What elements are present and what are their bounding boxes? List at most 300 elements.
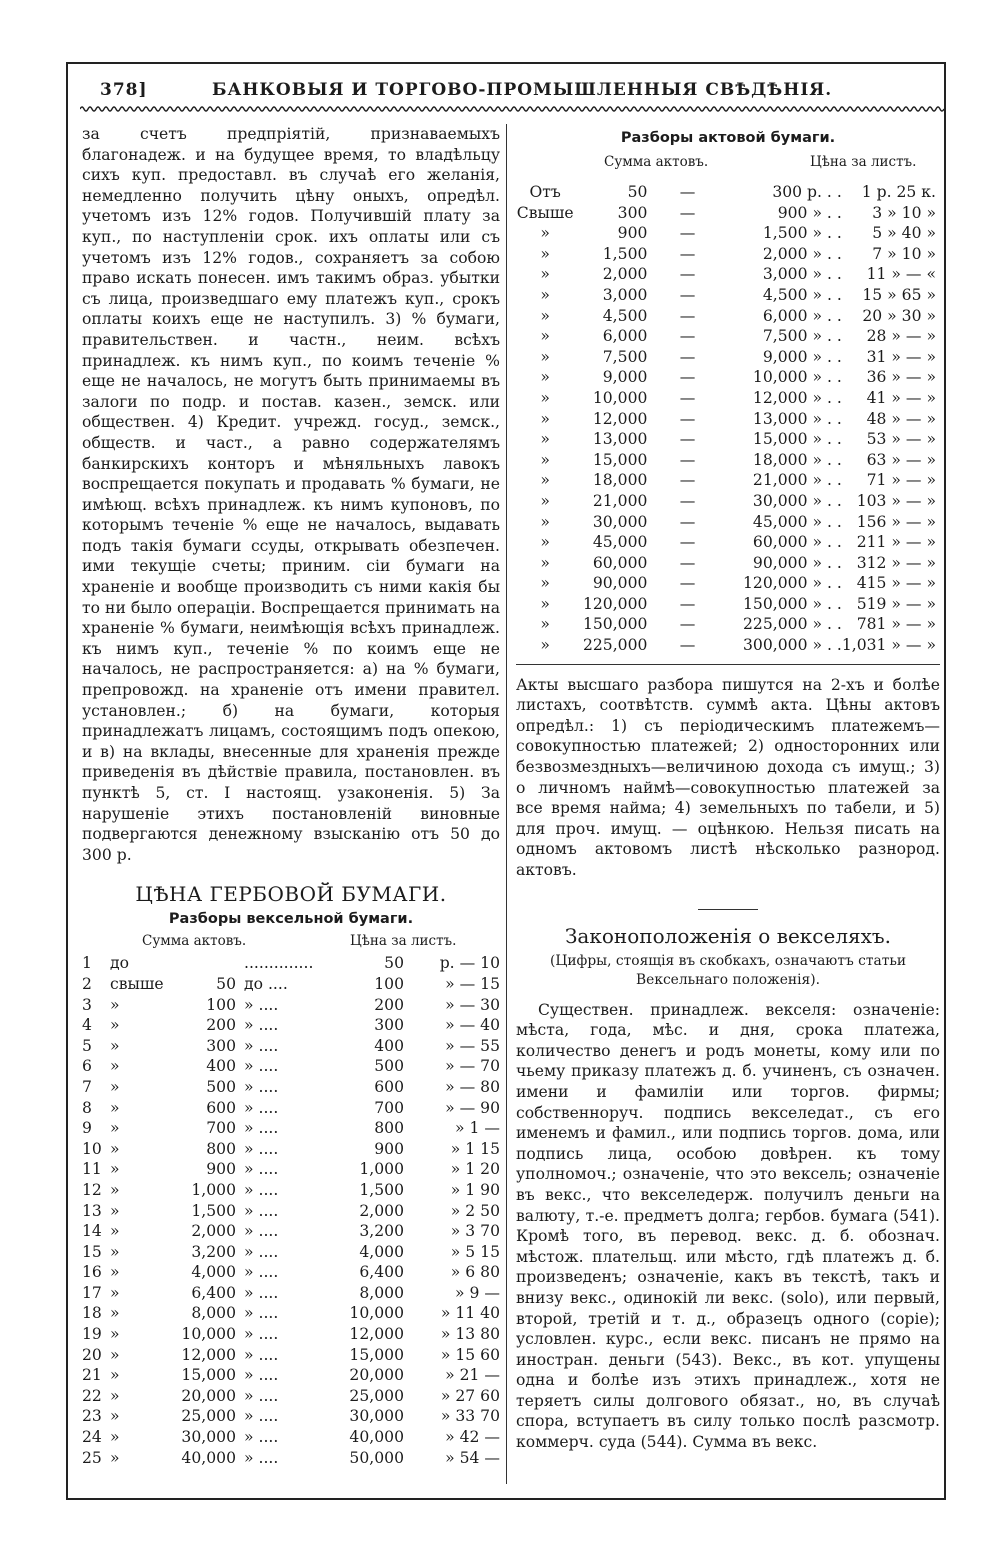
- stamp-cell: » 13 80: [440, 1325, 500, 1344]
- stamp-row: [82, 1242, 500, 1263]
- stamp-cell: 11: [82, 1160, 102, 1179]
- stamp-cell: » ....: [244, 1325, 279, 1344]
- stamp-cell: » ....: [244, 1386, 279, 1405]
- acts-cell: 12,000: [592, 409, 648, 428]
- acts-cell: 5 » 40 »: [872, 224, 936, 243]
- stamp-cell: 20: [82, 1345, 102, 1364]
- stamp-cell: » 1 90: [450, 1180, 500, 1199]
- acts-row: [516, 470, 936, 491]
- acts-cell: 36 » — »: [866, 368, 936, 387]
- stamp-cell: 2,000: [359, 1201, 404, 1220]
- stamp-cell: » ....: [244, 1448, 279, 1467]
- acts-cell: 60,000: [592, 553, 648, 572]
- acts-table-heads: [516, 150, 940, 172]
- stamp-row: [82, 1015, 500, 1036]
- stamp-cell: 9: [82, 1119, 92, 1138]
- range-dash: —: [679, 265, 696, 284]
- range-dash: —: [679, 430, 696, 449]
- acts-cell: 120,000: [582, 594, 648, 613]
- stamp-cell: » ....: [244, 1242, 279, 1261]
- range-dash: —: [679, 183, 696, 201]
- acts-cell: 1,500 » . .: [762, 224, 842, 243]
- range-dash: —: [679, 450, 696, 469]
- stamp-cell: 600: [206, 1098, 236, 1117]
- running-header: [100, 80, 940, 104]
- range-dash: —: [679, 594, 696, 613]
- stamp-cell: 800: [374, 1119, 404, 1138]
- acts-cell: »: [540, 409, 550, 428]
- stamp-cell: 40,000: [181, 1448, 236, 1467]
- range-dash: —: [679, 285, 696, 304]
- stamp-row: [82, 1221, 500, 1242]
- acts-row: [516, 450, 936, 471]
- stamp-cell: »: [110, 1098, 120, 1117]
- stamp-cell: 12: [82, 1180, 102, 1199]
- stamp-cell: 800: [206, 1139, 236, 1158]
- stamp-cell: » ....: [244, 1036, 279, 1055]
- acts-cell: »: [540, 327, 550, 346]
- stamp-cell: 2,000: [191, 1222, 236, 1241]
- acts-row: [516, 203, 936, 224]
- stamp-cell: 40,000: [349, 1428, 404, 1447]
- stamp-row: [82, 1406, 500, 1427]
- stamp-cell: » 33 70: [440, 1407, 500, 1426]
- acts-cell: »: [540, 368, 550, 387]
- acts-row: [516, 409, 936, 430]
- stamp-cell: » ....: [244, 1263, 279, 1282]
- range-dash: —: [679, 409, 696, 428]
- bills-title: Законоположенія о векселяхъ.: [564, 923, 892, 948]
- range-dash: —: [679, 347, 696, 366]
- acts-cell: 45,000: [592, 533, 648, 552]
- stamp-cell: 400: [374, 1036, 404, 1055]
- stamp-cell: » 3 70: [450, 1222, 500, 1241]
- acts-cell: 21,000: [592, 491, 648, 510]
- stamp-cell: » 6 80: [450, 1263, 500, 1282]
- stamp-cell: » 42 —: [445, 1428, 500, 1447]
- stamp-cell: 50: [216, 974, 236, 993]
- stamp-cell: 50: [384, 954, 404, 973]
- stamp-cell: 1,000: [359, 1160, 404, 1179]
- stamp-cell: 20,000: [349, 1366, 404, 1385]
- stamp-head-price: Цѣна за листъ.: [350, 933, 457, 950]
- acts-cell: 30,000: [592, 512, 648, 531]
- stamp-cell: 30,000: [349, 1407, 404, 1426]
- acts-cell: 53 » — »: [866, 430, 936, 449]
- stamp-row: [82, 1056, 500, 1077]
- stamp-row: [82, 1036, 500, 1057]
- acts-row: [516, 491, 936, 512]
- running-title: БАНКОВЫЯ И ТОРГОВО-ПРОМЫШЛЕННЫЯ СВѢДѢНІЯ.: [212, 80, 833, 100]
- acts-cell: »: [540, 224, 550, 243]
- stamp-title: ЦѢНА ГЕРБОВОЙ БУМАГИ.: [135, 882, 447, 907]
- stamp-cell: » ....: [244, 995, 279, 1014]
- stamp-cell: » — 80: [445, 1077, 500, 1096]
- stamp-cell: » ....: [244, 1077, 279, 1096]
- stamp-cell: 8,000: [359, 1283, 404, 1302]
- acts-cell: 900 » . .: [777, 203, 842, 222]
- stamp-cell: 1,500: [359, 1180, 404, 1199]
- stamp-cell: 300: [206, 1036, 236, 1055]
- stamp-row: [82, 1201, 500, 1222]
- stamp-cell: 19: [82, 1325, 102, 1344]
- stamp-cell: 12,000: [349, 1325, 404, 1344]
- acts-table-rule: [516, 664, 940, 665]
- acts-cell: 519 » — »: [856, 594, 936, 613]
- range-dash: —: [679, 327, 696, 346]
- acts-cell: 211 » — »: [856, 533, 936, 552]
- acts-cell: 18,000 » . .: [752, 450, 842, 469]
- stamp-cell: » 11 40: [440, 1304, 500, 1323]
- stamp-cell: 12,000: [181, 1345, 236, 1364]
- acts-cell: 12,000 » . .: [752, 388, 842, 407]
- stamp-cell: » ....: [244, 1428, 279, 1447]
- stamp-row: [82, 1386, 500, 1407]
- stamp-table-heads: [82, 931, 500, 951]
- acts-note: Акты высшаго разбора пишутся на 2-хъ и болѣе листахъ, соотвѣтств. суммѣ акта. Цѣны актовъ опредѣл.: 1) съ періодическимъ платежемъ—совокупностью платежей; 2) односторонних или безвозмездныхъ—величиною дохода съ имущ.; 3) о личномъ наймѣ—совокупностью платежей за все время найма; 4) земельныхъ по табели, и 5) для проч. имущ. — оцѣнкою. Нельзя писать на одномъ актовомъ листѣ нѣсколько разнород. актовъ.: [516, 675, 940, 879]
- stamp-cell: 24: [82, 1428, 102, 1447]
- acts-cell: 13,000: [592, 430, 648, 449]
- stamp-cell: 200: [374, 995, 404, 1014]
- acts-cell: 31 » — »: [866, 347, 936, 366]
- stamp-cell: 100: [206, 995, 236, 1014]
- stamp-cell: » ....: [244, 1304, 279, 1323]
- stamp-cell: 6,400: [359, 1263, 404, 1282]
- stamp-cell: 500: [206, 1077, 236, 1096]
- acts-cell: 41 » — »: [866, 388, 936, 407]
- acts-cell: 4,500: [602, 306, 648, 325]
- stamp-cell: »: [110, 1057, 120, 1076]
- stamp-row: [82, 1159, 500, 1180]
- stamp-cell: 15: [82, 1242, 102, 1261]
- acts-cell: »: [540, 285, 550, 304]
- acts-cell: 120,000 » . .: [743, 574, 842, 593]
- acts-cell: »: [540, 306, 550, 325]
- acts-cell: 10,000: [592, 388, 648, 407]
- stamp-cell: »: [110, 1242, 120, 1261]
- acts-row: [516, 285, 936, 306]
- acts-row: [516, 594, 936, 615]
- acts-cell: 15,000: [592, 450, 648, 469]
- stamp-row: [82, 1262, 500, 1283]
- acts-head-sum: Сумма актовъ.: [604, 154, 709, 170]
- stamp-cell: свыше: [110, 974, 164, 993]
- stamp-cell: 10: [82, 1139, 102, 1158]
- stamp-row: [82, 995, 500, 1016]
- acts-cell: 13,000 » . .: [752, 409, 842, 428]
- stamp-cell: 4,000: [191, 1263, 236, 1282]
- acts-cell: 6,000: [602, 327, 648, 346]
- stamp-cell: 400: [206, 1057, 236, 1076]
- stamp-cell: 25: [82, 1448, 102, 1467]
- stamp-cell: »: [110, 1428, 120, 1447]
- acts-cell: 90,000: [592, 574, 648, 593]
- acts-cell: 20 » 30 »: [862, 306, 936, 325]
- acts-cell: 30,000 » . .: [752, 491, 842, 510]
- stamp-cell: »: [110, 1448, 120, 1467]
- acts-cell: 3,000: [602, 285, 648, 304]
- acts-cell: 90,000 » . .: [752, 553, 842, 572]
- stamp-cell: 25,000: [349, 1386, 404, 1405]
- acts-row: [516, 306, 936, 327]
- range-dash: —: [679, 491, 696, 510]
- stamp-row: [82, 1345, 500, 1366]
- stamp-cell: » — 55: [445, 1036, 500, 1055]
- stamp-cell: 16: [82, 1263, 102, 1282]
- stamp-cell: » ....: [244, 1057, 279, 1076]
- stamp-row: [82, 1098, 500, 1119]
- stamp-row: [82, 1365, 500, 1386]
- stamp-cell: 700: [374, 1098, 404, 1117]
- acts-cell: »: [540, 594, 550, 613]
- stamp-cell: »: [110, 1325, 120, 1344]
- stamp-cell: 13: [82, 1201, 102, 1220]
- acts-cell: 2,000: [602, 265, 648, 284]
- stamp-cell: 10,000: [181, 1325, 236, 1344]
- stamp-cell: » 1 20: [450, 1160, 500, 1179]
- stamp-cell: [166, 953, 236, 974]
- range-dash: —: [679, 471, 696, 490]
- acts-cell: »: [540, 244, 550, 263]
- acts-cell: »: [540, 533, 550, 552]
- stamp-row: [82, 1180, 500, 1201]
- acts-cell: »: [540, 491, 550, 510]
- acts-cell: »: [540, 265, 550, 284]
- stamp-cell: »: [110, 1366, 120, 1385]
- stamp-cell: 7: [82, 1077, 92, 1096]
- stamp-cell: »: [110, 1077, 120, 1096]
- stamp-cell: » — 90: [445, 1098, 500, 1117]
- stamp-cell: » 2 50: [450, 1201, 500, 1220]
- stamp-cell: 4: [82, 1016, 92, 1035]
- acts-cell: »: [540, 450, 550, 469]
- acts-cell: 7 » 10 »: [872, 244, 936, 263]
- acts-cell: 415 » — »: [856, 574, 936, 593]
- stamp-cell: » ....: [244, 1016, 279, 1035]
- acts-cell: 9,000 » . .: [762, 347, 842, 366]
- acts-cell: 71 » — »: [866, 471, 936, 490]
- stamp-cell: 25,000: [181, 1407, 236, 1426]
- stamp-row: [82, 1303, 500, 1324]
- stamp-cell: 600: [374, 1077, 404, 1096]
- acts-cell: »: [540, 512, 550, 531]
- acts-row: [516, 367, 936, 388]
- acts-cell: 6,000 » . .: [762, 306, 842, 325]
- stamp-cell: » 15 60: [440, 1345, 500, 1364]
- acts-cell: »: [540, 615, 550, 634]
- stamp-cell: 20,000: [181, 1386, 236, 1405]
- stamp-cell: 700: [206, 1119, 236, 1138]
- acts-cell: 15,000 » . .: [752, 430, 842, 449]
- acts-cell: 2,000 » . .: [762, 244, 842, 263]
- acts-cell: 781 » — »: [856, 615, 936, 634]
- acts-row: [516, 532, 936, 553]
- stamp-cell: »: [110, 1036, 120, 1055]
- range-dash: —: [679, 368, 696, 387]
- stamp-cell: 22: [82, 1386, 102, 1405]
- acts-cell: 50: [627, 183, 648, 201]
- stamp-cell: 17: [82, 1283, 102, 1302]
- stamp-cell: »: [110, 1345, 120, 1364]
- acts-cell: 3,000 » . .: [762, 265, 842, 284]
- stamp-cell: 100: [374, 974, 404, 993]
- stamp-cell: » 27 60: [440, 1386, 500, 1405]
- acts-row: [516, 326, 936, 347]
- bills-text: Существен. принадлеж. векселя: означеніе: мѣста, года, мѣс. и дня, срока платежа, количество денегъ и родъ монеты, кому или по чьему приказу платежъ д. б. учиненъ, съ означен. имени и фамиліи или торгов. фирмы; собственноруч. подпись векселедат., съ его именемъ и фамил., или подпись торгов. дома, или подпись лица, особою довѣрен. къ тому уполномоч.; означеніе, что это вексель; означеніе въ векс., что векселедерж. получилъ деньги на валюту, т.-е. предметъ долга; гербов. бумага (541). Кромѣ того, въ перевод. векс. д. б. обознач. мѣстож. плательщ. или мѣсто, гдѣ платежъ д. б. произведенъ; означеніе, какъ въ текстѣ, такъ и внизу векс., одинокій ли векс. (solo), или первый, второй, третій и т. д., образецъ одного (copie); условлен. курс., если векс. писанъ не прямо на иностран. деньги (543). Векс., въ кот. упущены одна и болѣе изъ этихъ принадлеж., хотя не теряетъ силы долгового обязат., но, въ случаѣ спора, вступаетъ въ силу только послѣ разсмотр. коммерч. суда (544). Сумма въ векс.: [516, 1000, 940, 1452]
- acts-cell: »: [540, 471, 550, 490]
- range-dash: —: [679, 388, 696, 407]
- range-dash: —: [679, 203, 696, 222]
- stamp-cell: 200: [206, 1016, 236, 1035]
- stamp-cell: 14: [82, 1222, 102, 1241]
- acts-cell: 7,500: [602, 347, 648, 366]
- acts-row: [516, 635, 936, 656]
- stamp-cell: 23: [82, 1407, 102, 1426]
- stamp-cell: »: [110, 1180, 120, 1199]
- stamp-cell: 4,000: [359, 1242, 404, 1261]
- range-dash: —: [679, 574, 696, 593]
- stamp-cell: » ....: [244, 1098, 279, 1117]
- acts-cell: 1 р. 25 к.: [861, 183, 936, 201]
- stamp-row: [82, 953, 500, 974]
- stamp-cell: »: [110, 1139, 120, 1158]
- stamp-cell: » ....: [244, 1180, 279, 1199]
- column-divider: [506, 124, 507, 1484]
- left-paragraph: за счетъ предпріятій, признаваемыхъ благонадеж. и на будущее время, то владѣльцу сихъ куп. предоставл. въ случаѣ его желанія, немедленно получить цѣну оныхъ, опредѣл. учетомъ изъ 12% годов. Получившій плату за куп., по наступленіи срок. ихъ оплаты или съ учетомъ изъ 12% годов., сохраняетъ за собою право искать понесен. имъ такимъ образ. убытки съ лица, произведшаго ему платежъ куп., срокъ оплаты коихъ еще не наступилъ. 3) % бумаги, правительствен. и частн., неим. всѣхъ принадлеж. къ нимъ куп., по коимъ теченіе % еще не началось, не могутъ быть принимаемы въ залоги по подр. и постав. казен., земск. или обществен. 4) Кредит. учрежд. госуд., земск., обществ. и част., а равно содержателямъ банкирскихъ конторъ и мѣняльныхъ лавокъ воспрещается покупать и продавать % бумаги, не имѣющ. всѣхъ принадлеж. къ нимъ купоновъ, по которымъ теченіе % еще не началось, выдавать подъ такія бумаги ссуды, открывать обезпечен. ими текущіе счеты; приним. сіи бумаги на храненіе и вообще производить съ ними какія бы то ни было операціи. Воспрещается принимать на храненіе % бумаги, неимѣющія всѣхъ принадлеж. къ нимъ куп., теченіе % по коимъ еще не началось, не распространяется: а) на % бумаги, препровожд. на храненіе отъ имени правител. установлен.; б) на бумаги, которыя принадлежатъ лицамъ, состоящимъ подъ опекою, и в) на вклады, внесенные для храненія прежде приведенія въ дѣйствіе правила, постановлен. въ пунктѣ 5, ст. I настоящ. узаконенія. 5) За нарушеніе этихъ постановленій виновные подвергаются денежному взысканію отъ 50 до 300 р.: [82, 125, 500, 864]
- stamp-cell: 3: [82, 995, 92, 1014]
- stamp-row: [82, 1324, 500, 1345]
- acts-cell: 9,000: [602, 368, 648, 387]
- stamp-cell: 5: [82, 1036, 92, 1055]
- stamp-cell: »: [110, 1407, 120, 1426]
- acts-row: [516, 388, 936, 409]
- stamp-row: [82, 1427, 500, 1448]
- acts-cell: Отъ: [529, 183, 561, 201]
- acts-cell: »: [540, 347, 550, 366]
- stamp-cell: 2: [82, 974, 92, 993]
- acts-cell: »: [540, 388, 550, 407]
- stamp-row: [82, 1077, 500, 1098]
- stamp-cell: » 9 —: [455, 1283, 500, 1302]
- stamp-cell: »: [110, 1016, 120, 1035]
- stamp-cell: » ....: [244, 1283, 279, 1302]
- stamp-row: [82, 1139, 500, 1160]
- stamp-cell: до ....: [244, 974, 288, 993]
- acts-cell: 15 » 65 »: [862, 285, 936, 304]
- stamp-cell: 8: [82, 1098, 92, 1117]
- stamp-cell: 3,200: [359, 1222, 404, 1241]
- acts-cell: 4,500 » . .: [762, 285, 842, 304]
- stamp-cell: 1,500: [191, 1201, 236, 1220]
- acts-cell: 300 р. . .: [772, 183, 842, 201]
- stamp-cell: » — 15: [445, 974, 500, 993]
- stamp-cell: 18: [82, 1304, 102, 1323]
- stamp-price-table: [82, 953, 500, 1468]
- acts-cell: Свыше: [516, 203, 574, 222]
- range-dash: —: [679, 553, 696, 572]
- stamp-row: [82, 1283, 500, 1304]
- stamp-cell: 6,400: [191, 1283, 236, 1302]
- stamp-cell: »: [110, 1283, 120, 1302]
- stamp-cell: » ....: [244, 1366, 279, 1385]
- stamp-row: [82, 1448, 500, 1469]
- acts-cell: 18,000: [592, 471, 648, 490]
- stamp-cell: » 1 —: [455, 1119, 500, 1138]
- acts-head-price: Цѣна за листъ.: [810, 154, 917, 170]
- stamp-head-sum: Сумма актовъ.: [142, 933, 247, 950]
- wavy-rule: [80, 104, 944, 114]
- acts-cell: 156 » — »: [856, 512, 936, 531]
- acts-cell: 7,500 » . .: [762, 327, 842, 346]
- stamp-cell: » ....: [244, 1139, 279, 1158]
- stamp-cell: » — 40: [445, 1016, 500, 1035]
- acts-cell: 10,000 » . .: [752, 368, 842, 387]
- bills-subtitle: (Цифры, стоящія въ скобкахъ, означаютъ статьи Вексельнаго положенія).: [549, 952, 907, 988]
- stamp-subtitle: Разборы вексельной бумаги.: [168, 911, 414, 928]
- stamp-cell: 1: [82, 954, 92, 973]
- page-number: 378]: [100, 80, 148, 100]
- range-dash: —: [679, 306, 696, 325]
- acts-cell: »: [540, 636, 550, 655]
- stamp-row: [82, 974, 500, 995]
- acts-cell: »: [540, 553, 550, 572]
- acts-cell: 1,500: [602, 244, 648, 263]
- stamp-cell: р. — 10: [439, 954, 500, 973]
- left-column: [82, 124, 500, 1468]
- acts-cell: 1,031 » — »: [841, 636, 936, 655]
- stamp-cell: » ....: [244, 1160, 279, 1179]
- range-dash: —: [679, 512, 696, 531]
- acts-cell: 3 » 10 »: [872, 203, 936, 222]
- stamp-cell: 50,000: [349, 1448, 404, 1467]
- stamp-cell: » 5 15: [450, 1242, 500, 1261]
- stamp-cell: 900: [206, 1160, 236, 1179]
- acts-row: [516, 553, 936, 574]
- acts-subtitle: Разборы актовой бумаги.: [620, 130, 836, 146]
- stamp-cell: » — 30: [445, 995, 500, 1014]
- acts-cell: 225,000 » . .: [743, 615, 842, 634]
- acts-row: [516, 429, 936, 450]
- stamp-cell: 8,000: [191, 1304, 236, 1323]
- acts-row: [516, 614, 936, 635]
- acts-cell: 900: [617, 224, 648, 243]
- stamp-cell: »: [110, 1119, 120, 1138]
- acts-cell: 103 » — »: [856, 491, 936, 510]
- acts-price-table: [516, 182, 936, 656]
- stamp-cell: »: [110, 1304, 120, 1323]
- range-dash: —: [679, 533, 696, 552]
- stamp-cell: 15,000: [349, 1345, 404, 1364]
- acts-cell: 60,000 » . .: [752, 533, 842, 552]
- stamp-cell: 300: [374, 1016, 404, 1035]
- stamp-cell: »: [110, 1222, 120, 1241]
- stamp-cell: 3,200: [191, 1242, 236, 1261]
- acts-cell: 300,000 » . .: [743, 636, 842, 655]
- acts-cell: 150,000 » . .: [743, 594, 842, 613]
- stamp-cell: » ....: [244, 1201, 279, 1220]
- stamp-cell: » 1 15: [450, 1139, 500, 1158]
- range-dash: —: [679, 224, 696, 243]
- stamp-row: [82, 1118, 500, 1139]
- acts-cell: 300: [617, 203, 648, 222]
- stamp-cell: »: [110, 1263, 120, 1282]
- stamp-cell: 500: [374, 1057, 404, 1076]
- stamp-cell: » 21 —: [445, 1366, 500, 1385]
- acts-cell: 150,000: [582, 615, 648, 634]
- acts-row: [516, 512, 936, 533]
- range-dash: —: [679, 615, 696, 634]
- acts-row: [516, 244, 936, 265]
